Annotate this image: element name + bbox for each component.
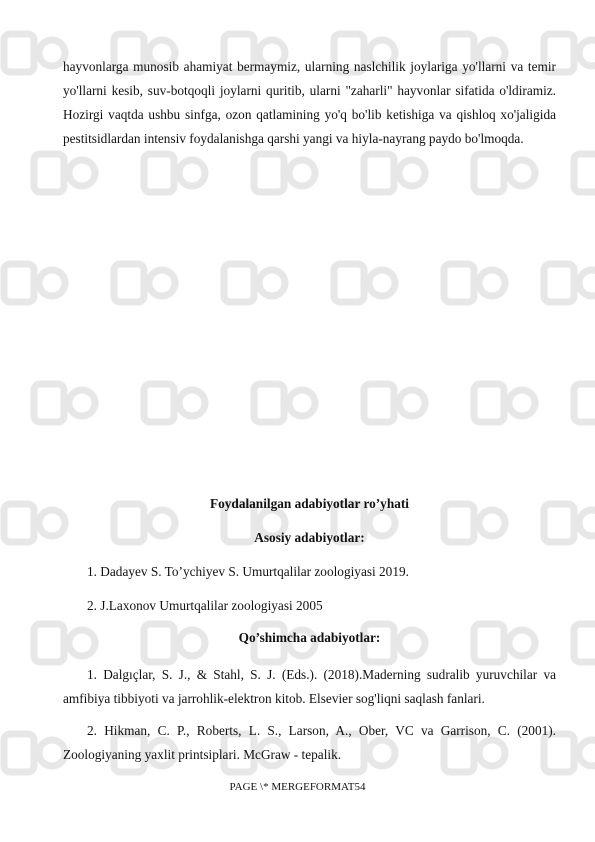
watermark-icon [30, 380, 100, 426]
extra-references-heading: Qo’shimcha adabiyotlar: [238, 630, 381, 645]
watermark-icon [250, 150, 320, 196]
reference-item: 2. Hikman, C. P., Roberts, L. S., Larson, A., Ober, VC va Garrison, C. (2001). Zoologiyaning yaxlit printsiplari. McGraw - tepalik. [63, 723, 556, 762]
watermark-icon [0, 730, 70, 776]
watermark-icon [0, 500, 70, 546]
page-footer: PAGE \* MERGEFORMAT54 [229, 781, 366, 793]
references-title: Foydalanilgan adabiyotlar ro’yhati [210, 496, 409, 511]
watermark-icon [470, 380, 540, 426]
watermark-icon [470, 150, 540, 196]
watermark-icon [0, 260, 70, 306]
watermark-icon [570, 620, 595, 666]
intro-paragraph: hayvonlarga munosib ahamiyat bermaymiz, ularning naslchilik joylariga yo'llarni va temir yo'llarni kesib, suv-botqoqli joylarni quritib, ularni "zaharli" hayvonlar sifatida o'ldiramiz. Hozirgi vaqtda ushbu sinfga, ozon qatlamining yo'q bo'lib ketishiga va qishloq xo'jaligida pestitsidlardan intensiv foydalanishga qarshi yangi va hiyla-nayrang paydo bo'lmoqda. [63, 59, 556, 146]
reference-item: 2. J.Laxonov Umurtqalilar zoologiyasi 2005 [87, 598, 323, 613]
watermark-icon [30, 150, 100, 196]
watermark-icon [360, 380, 430, 426]
watermark-icon [0, 30, 70, 76]
watermark-icon [110, 260, 180, 306]
watermark-icon [140, 150, 210, 196]
reference-item: 1. Dalgıçlar, S. J., & Stahl, S. J. (Eds.). (2018).Maderning sudralib yuruvchilar va amfibiya tibbiyoti va jarrohlik-elektron kitob. Elsevier sog'liqni saqlash fanlari. [63, 667, 556, 706]
watermark-icon [570, 150, 595, 196]
basic-references-heading: Asosiy adabiyotlar: [254, 530, 365, 545]
watermark-icon [570, 380, 595, 426]
watermark-icon [330, 260, 400, 306]
reference-item: 1. Dadayev S. To’ychiyev S. Umurtqalilar zoologiyasi 2019. [87, 564, 409, 579]
watermark-icon [360, 150, 430, 196]
watermark-icon [220, 260, 290, 306]
watermark-icon [140, 380, 210, 426]
watermark-icon [540, 260, 595, 306]
watermark-icon [250, 380, 320, 426]
watermark-icon [440, 260, 510, 306]
